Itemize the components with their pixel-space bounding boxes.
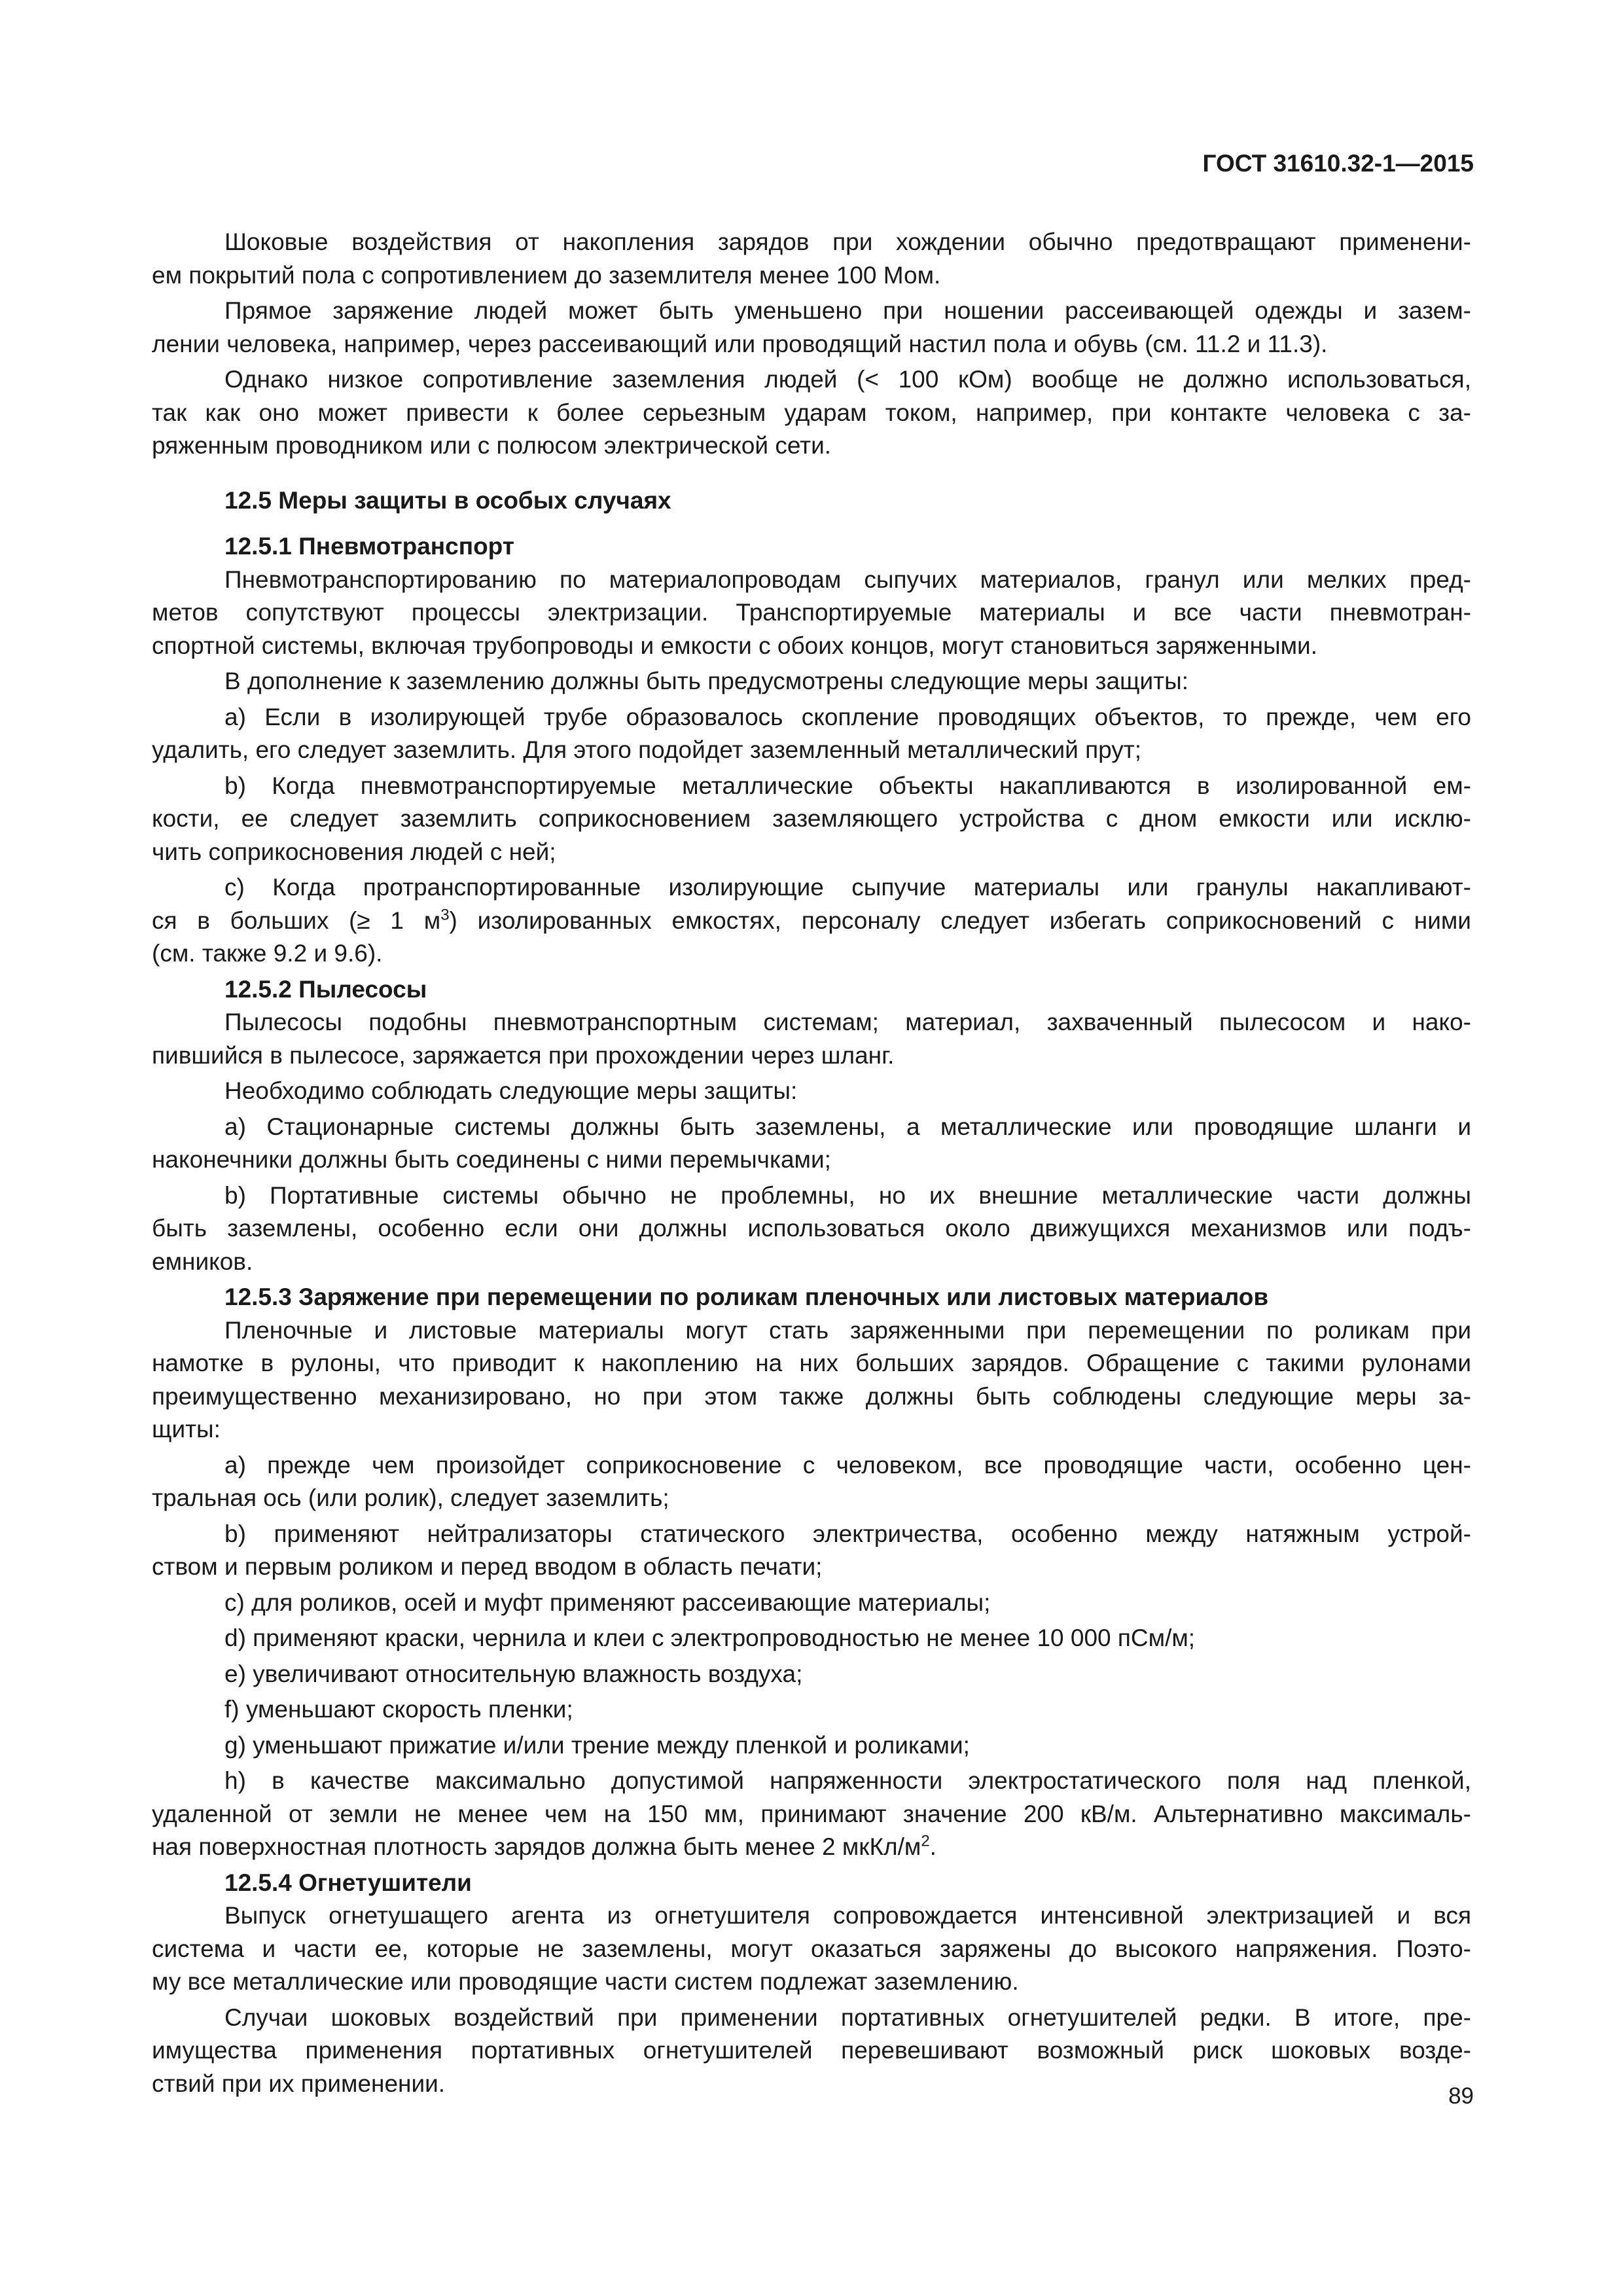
paragraph: [152, 564, 1471, 663]
text-line: ствий при их применении.: [152, 2070, 446, 2097]
paragraph: [152, 226, 1471, 292]
text-line: удаленной от земли не менее чем на 150 мм, принимают значение 200 кВ/м. Альтернативно максималь-: [152, 1800, 1471, 1827]
page-number: 89: [1448, 2083, 1474, 2109]
text-line: e) увеличивают относительную влажность воздуха;: [224, 1660, 803, 1687]
text-line: так как оно может привести к более серьезным ударам током, например, при контакте человека с за-: [152, 399, 1471, 426]
paragraph: [152, 1449, 1471, 1515]
paragraph: [152, 770, 1471, 869]
text-line: Выпуск огнетушащего агента из огнетушителя сопровождается интенсивной электризацией и вся: [224, 1902, 1471, 1929]
paragraph: [152, 1693, 1471, 1727]
text-line: ством и первым роликом и перед вводом в область печати;: [152, 1553, 823, 1580]
text-line: a) прежде чем произойдет соприкосновение с человеком, все проводящие части, особенно цен-: [224, 1451, 1471, 1479]
superscript: 2: [921, 1832, 930, 1850]
text-line: удалить, его следует заземлить. Для этого подойдет заземленный металлический прут;: [152, 736, 1141, 763]
text-line: ряженным проводником или с полюсом электрической сети.: [152, 432, 832, 459]
subsection-heading: 12.5.1 Пневмотранспорт: [224, 533, 514, 560]
text-line: ся в больших (≥ 1 $м^3$) изолированных емкостях, персоналу следует избегать соприкосновений с ними: [152, 906, 1471, 934]
text-line: ем покрытий пола с сопротивлением до заземлителя менее 100 Мом.: [152, 261, 941, 289]
text-line: наконечники должны быть соединены с ними перемычками;: [152, 1146, 831, 1173]
paragraph: [152, 1622, 1471, 1655]
section-heading: 12.5 Меры защиты в особых случаях: [224, 486, 671, 514]
text-line: Пленочные и листовые материалы могут стать заряженными при перемещении по роликам при: [224, 1316, 1471, 1344]
paragraph: [152, 701, 1471, 767]
text-line: f) уменьшают скорость пленки;: [224, 1696, 573, 1723]
subsection-heading: 12.5.3 Заряжение при перемещении по роликам пленочных или листовых материалов: [224, 1283, 1269, 1310]
text-line: Шоковые воздействия от накопления зарядов при хождении обычно предотвращают применени-: [224, 228, 1471, 255]
text-line: ная поверхностная плотность зарядов должна быть менее 2 мкКл/$м^2$.: [152, 1832, 936, 1860]
text-line: намотке в рулоны, что приводит к накоплению на них больших зарядов. Обращение с такими рулонами: [152, 1350, 1471, 1376]
text-line: h) в качестве максимально допустимой напряженности электростатического поля над пленкой,: [224, 1767, 1471, 1794]
paragraph: [152, 2001, 1471, 2101]
text-line: Необходимо соблюдать следующие меры защиты:: [224, 1077, 798, 1104]
text-line: му все металлические или проводящие части систем подлежат заземлению.: [152, 1968, 1019, 1995]
text-line: кости, ее следует заземлить соприкосновением заземляющего устройства с дном емкости или исклю-: [152, 805, 1471, 832]
paragraph: [152, 1075, 1471, 1108]
paragraph: [152, 1179, 1471, 1279]
paragraph: [152, 1899, 1471, 1999]
text-line: a) Стационарные системы должны быть заземлены, а металлические или проводящие шланги и: [224, 1113, 1471, 1140]
text-line: быть заземлены, особенно если они должны использоваться около движущихся механизмов или подъ-: [152, 1215, 1471, 1242]
text-line: b) Когда пневмотранспортируемые металлические объекты накапливаются в изолированной ем-: [224, 772, 1471, 799]
text-line: имущества применения портативных огнетушителей перевешивают возможный риск шоковых возде-: [152, 2037, 1471, 2064]
text-line: Случаи шоковых воздействий при применении портативных огнетушителей редки. В итоге, пре-: [224, 2003, 1471, 2031]
subsection-heading: 12.5.4 Огнетушители: [224, 1869, 472, 1896]
text-line: преимущественно механизировано, но при этом также должны быть соблюдены следующие меры за-: [152, 1382, 1471, 1410]
subsection-heading: 12.5.2 Пылесосы: [224, 975, 427, 1003]
text-line: В дополнение к заземлению должны быть предусмотрены следующие меры защиты:: [224, 668, 1188, 694]
text-line: Пневмотранспортированию по материалопроводам сыпучих материалов, гранул или мелких пред-: [224, 565, 1471, 593]
paragraph: [152, 1111, 1471, 1177]
text-line: пившийся в пылесосе, заряжается при прохождении через шланг.: [152, 1041, 895, 1069]
text-line: Однако низкое сопротивление заземления людей (< 100 кОм) вообще не должно использоваться,: [224, 366, 1471, 393]
text-line: щиты:: [152, 1416, 221, 1443]
text-line: c) Когда протранспортированные изолирующие сыпучие материалы или гранулы накапливают-: [224, 874, 1471, 901]
paragraph: [152, 1658, 1471, 1691]
text-line: b) Портативные системы обычно не проблемны, но их внешние металлические части должны: [224, 1181, 1471, 1209]
paragraph: [152, 1006, 1471, 1072]
superscript: 3: [440, 906, 450, 924]
text-line: (см. также 9.2 и 9.6).: [152, 940, 383, 967]
paragraph: [152, 1587, 1471, 1620]
paragraph: [152, 295, 1471, 361]
text-line: емников.: [152, 1247, 253, 1275]
text-line: b) применяют нейтрализаторы статического электричества, особенно между натяжным устрой-: [224, 1520, 1471, 1547]
paragraph: [152, 1518, 1471, 1584]
text-line: Прямое заряжение людей может быть уменьшено при ношении рассеивающей одежды и зазем-: [224, 297, 1471, 324]
text-line: тральная ось (или ролик), следует заземлить;: [152, 1484, 669, 1511]
document-code: ГОСТ 31610.32-1—2015: [1202, 150, 1474, 177]
text-line: a) Если в изолирующей трубе образовалось скопление проводящих объектов, то прежде, чем его: [224, 703, 1471, 730]
text-line: метов сопутствуют процессы электризации. Транспортируемые материалы и все части пневмотран-: [152, 599, 1471, 626]
paragraph: [152, 1729, 1471, 1763]
document-body: [152, 226, 1471, 2103]
text-line: чить соприкосновения людей с ней;: [152, 838, 556, 865]
text-line: система и части ее, которые не заземлены, могут оказаться заряжены до высокого напряжения. Поэто-: [152, 1935, 1471, 1962]
paragraph: [152, 871, 1471, 971]
text-line: g) уменьшают прижатие и/или трение между пленкой и роликами;: [224, 1731, 970, 1759]
text-line: c) для роликов, осей и муфт применяют рассеивающие материалы;: [224, 1588, 991, 1616]
text-line: d) применяют краски, чернила и клеи с электропроводностью не менее 10 000 пСм/м;: [224, 1624, 1196, 1651]
text-line: спортной системы, включая трубопроводы и емкости с обоих концов, могут становиться заряженными.: [152, 632, 1317, 659]
paragraph: [152, 1314, 1471, 1446]
paragraph: [152, 665, 1471, 698]
paragraph: [152, 363, 1471, 463]
text-line: Пылесосы подобны пневмотранспортным системам; материал, захваченный пылесосом и нако-: [224, 1009, 1471, 1035]
text-line: лении человека, например, через рассеивающий или проводящий настил пола и обувь (см. 11.2 и 11.3).: [152, 330, 1328, 357]
paragraph: [152, 1765, 1471, 1864]
